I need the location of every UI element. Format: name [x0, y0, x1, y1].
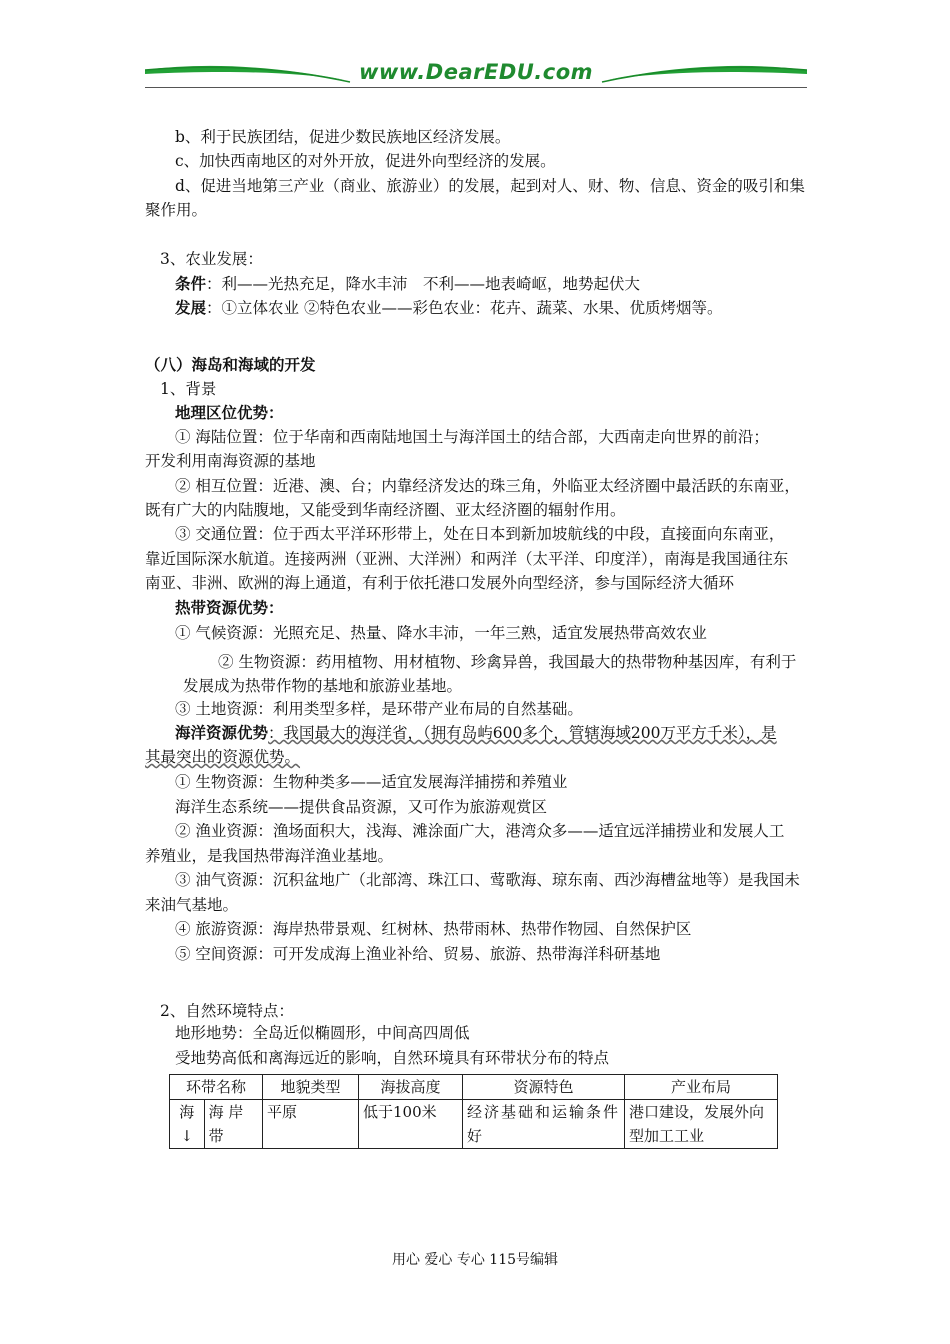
transport-position-cont1: 靠近国际深水航道。连接两洲（亚洲、大洋洲）和两洋（太平洋、印度洋），南海是我国通往东	[145, 550, 789, 568]
fishery-resource: ② 渔业资源：渔场面积大，浅海、滩涂面广大，港湾众多——适宜远洋捕捞业和发展人工	[175, 822, 785, 840]
ocean-advantage-cont: 其最突出的资源优势。	[145, 748, 301, 766]
relative-position-cont: 既有广大的内陆腹地，又能受到华南经济圈、亚太经济圈的辐射作用。	[145, 501, 626, 519]
terrain-line: 地形地势：全岛近似椭圆形，中间高四周低	[175, 1024, 470, 1042]
col-zone-name: 环带名称	[170, 1075, 263, 1100]
bio-resource: ② 生物资源：药用植物、用材植物、珍禽异兽，我国最大的热带物种基因库，有利于	[218, 653, 797, 671]
transport-position-cont2: 南亚、非洲、欧洲的海上通道，有利于依托港口发展外向型经济，参与国际经济大循环	[145, 574, 735, 592]
zone-name-cell: 海 岸 带	[204, 1100, 262, 1149]
line-c: c、加快西南地区的对外开放，促进外向型经济的发展。	[175, 152, 556, 170]
zonal-distribution-line: 受地势高低和离海远近的影响，自然环境具有环带状分布的特点	[175, 1049, 610, 1067]
header-rule	[145, 87, 807, 88]
conditions-line	[175, 272, 640, 296]
marine-ecosystem: 海洋生态系统——提供食品资源，又可作为旅游观赏区	[175, 798, 548, 816]
space-resource: ⑤ 空间资源：可开发成海上渔业补给、贸易、旅游、热带海洋科研基地	[175, 945, 661, 963]
natural-env-heading: 2、自然环境特点：	[160, 1002, 294, 1020]
sea-land-position-cont: 开发利用南海资源的基地	[145, 452, 316, 470]
oil-gas-resource: ③ 油气资源：沉积盆地广（北部湾、珠江口、莺歌海、琼东南、西沙海槽盆地等）是我国未	[175, 871, 800, 889]
conditions-label: 条件	[175, 274, 207, 293]
conditions-text: ：利——光热充足，降水丰沛 不利——地表崎岖，地势起伏大	[206, 275, 641, 293]
marine-bio-resource: ① 生物资源：生物种类多——适宜发展海洋捕捞和养殖业	[175, 773, 568, 791]
col-industry: 产业布局	[625, 1075, 778, 1100]
industry-cell: 港口建设，发展外向型加工工业	[625, 1100, 778, 1149]
ocean-advantage-line	[175, 721, 777, 745]
background-heading: 1、背景	[160, 380, 217, 398]
col-altitude: 海拔高度	[359, 1075, 463, 1100]
section-8-heading: （八）海岛和海域的开发	[145, 355, 316, 374]
col-resource: 资源特色	[463, 1075, 625, 1100]
fishery-resource-cont: 养殖业，是我国热带海洋渔业基地。	[145, 847, 394, 865]
down-arrow-icon: ↓	[180, 1127, 194, 1145]
sea-arrow-cell	[170, 1100, 205, 1149]
bio-resource-cont: 发展成为热带作物的基地和旅游业基地。	[183, 677, 463, 695]
page-footer: 用心 爱心 专心 115号编辑	[391, 1252, 559, 1268]
sea-land-position: ① 海陆位置：位于华南和西南陆地国土与海洋国土的结合部，大西南走向世界的前沿；	[175, 428, 769, 446]
land-resource: ③ 土地资源：利用类型多样，是环带产业布局的自然基础。	[175, 700, 583, 718]
oil-gas-resource-cont: 来油气基地。	[145, 896, 239, 914]
landform-cell: 平原	[263, 1100, 359, 1149]
line-d-cont: 聚作用。	[145, 201, 208, 219]
climate-resource: ① 气候资源：光照充足、热量、降水丰沛，一年三熟，适宜发展热带高效农业	[175, 624, 707, 642]
relative-position: ② 相互位置：近港、澳、台；内靠经济发达的珠三角，外临亚太经济圈中最活跃的东南亚，	[175, 477, 800, 495]
development-text: ：①立体农业 ②特色农业——彩色农业：花卉、蔬菜、水果、优质烤烟等。	[206, 299, 723, 317]
line-d: d、促进当地第三产业（商业、旅游业）的发展，起到对人、财、物、信息、资金的吸引和集	[175, 177, 805, 195]
line-b: b、利于民族团结，促进少数民族地区经济发展。	[175, 128, 511, 146]
resource-cell: 经济基础和运输条件好	[463, 1100, 625, 1149]
col-landform: 地貌类型	[263, 1075, 359, 1100]
sea-label: 海	[179, 1103, 195, 1121]
tourism-resource: ④ 旅游资源：海岸热带景观、红树林、热带雨林、热带作物园、自然保护区	[175, 920, 692, 938]
tropical-advantage-heading: 热带资源优势：	[175, 598, 284, 617]
development-label: 发展	[175, 298, 207, 317]
table-row	[170, 1100, 778, 1149]
ocean-advantage-text: ：我国最大的海洋省，（拥有岛屿600多个，管辖海域200万平方千米），是	[268, 724, 777, 742]
altitude-cell: 低于100米	[359, 1100, 463, 1149]
site-header-banner	[145, 58, 807, 94]
zone-table	[169, 1074, 778, 1149]
site-url: www.DearEDU.com	[358, 60, 594, 84]
geo-advantage-heading: 地理区位优势：	[175, 403, 284, 422]
development-line	[175, 296, 722, 320]
transport-position: ③ 交通位置：位于西太平洋环形带上，处在日本到新加坡航线的中段，直接面向东南亚，	[175, 525, 785, 543]
table-header-row	[170, 1075, 778, 1100]
ocean-advantage-label: 海洋资源优势	[175, 723, 269, 742]
section-3-heading: 3、农业发展：	[160, 250, 263, 268]
